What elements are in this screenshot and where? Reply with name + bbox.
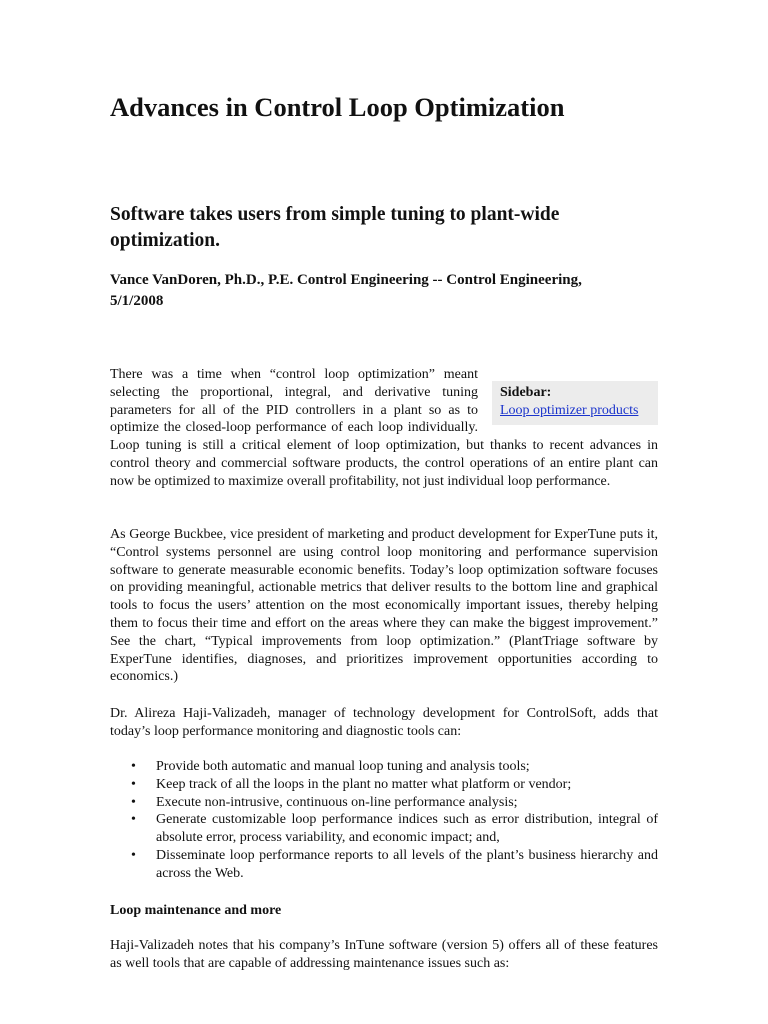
list-item-text: Generate customizable loop performance indices such as error distribution, integral of absolute error, process variability, and economic impact; and, <box>156 812 658 846</box>
sidebar-label: Sidebar: <box>500 385 552 400</box>
paragraph-intro <box>110 366 658 491</box>
bullet-icon: • <box>131 759 136 774</box>
list-item-text: Provide both automatic and manual loop tuning and analysis tools; <box>156 759 530 774</box>
paragraph-intune: Haji-Valizadeh notes that his company’s InTune software (version 5) offers all of these features as well tools that are capable of addressing maintenance issues such as: <box>110 938 658 971</box>
bullet-icon: • <box>131 794 136 810</box>
bullet-icon: • <box>131 847 136 863</box>
sidebar-box <box>492 381 658 425</box>
list-item-text: Keep track of all the loops in the plant no matter what platform or vendor; <box>156 776 572 792</box>
article-title: Advances in Control Loop Optimization <box>110 92 565 122</box>
section-heading: Loop maintenance and more <box>110 903 282 918</box>
article-subtitle: Software takes users from simple tuning to plant-wide optimization. <box>110 204 560 251</box>
list-item <box>110 758 658 776</box>
list-item <box>110 811 658 847</box>
list-item-text: Execute non-intrusive, continuous on-line performance analysis; <box>156 794 518 810</box>
list-item <box>110 794 658 812</box>
bullet-icon: • <box>131 776 136 792</box>
paragraph-haji-valizadeh: Dr. Alireza Haji-Valizadeh, manager of technology development for ControlSoft, adds that today’s loop performance monitoring and diagnostic tools can: <box>110 706 658 739</box>
list-item <box>110 776 658 794</box>
paragraph-intro-text: There was a time when “control loop optimization” meant selecting the proportional, integral, and derivative tuning parameters for all of the PID controllers in a plant so as to optimize the closed-loop performance of each loop individually. Loop tuning is still a critical element of loop optimization, but thanks to recent advances in control theory and commercial software products, the control operations of an entire plant can now be optimized to maximize overall profitability, not just individual loop performance. <box>110 367 658 489</box>
list-item-text: Disseminate loop performance reports to all levels of the plant’s business hierarchy and across the Web. <box>156 847 658 881</box>
list-item <box>110 847 658 883</box>
capabilities-list <box>110 758 658 883</box>
byline: Vance VanDoren, Ph.D., P.E. Control Engineering -- Control Engineering, 5/1/2008 <box>110 272 582 309</box>
paragraph-buckbee: As George Buckbee, vice president of marketing and product development for ExperTune puts it, “Control systems personnel are using control loop monitoring and performance supervision software to generate measurable economic benefits. Today’s loop optimization software focuses on providing meaningful, actionable metrics that deliver results to the bottom line and graphical tools to focus the users’ attention on the most economically important issues, thereby helping them to focus their time and effort on the areas where they can make the biggest improvement.” See the chart, “Typical improvements from loop optimization.” (PlantTriage software by ExperTune identifies, diagnoses, and prioritizes improvement opportunities according to economics.) <box>110 527 658 685</box>
bullet-icon: • <box>131 812 136 828</box>
sidebar-link-loop-optimizer-products[interactable]: Loop optimizer products <box>500 403 639 418</box>
